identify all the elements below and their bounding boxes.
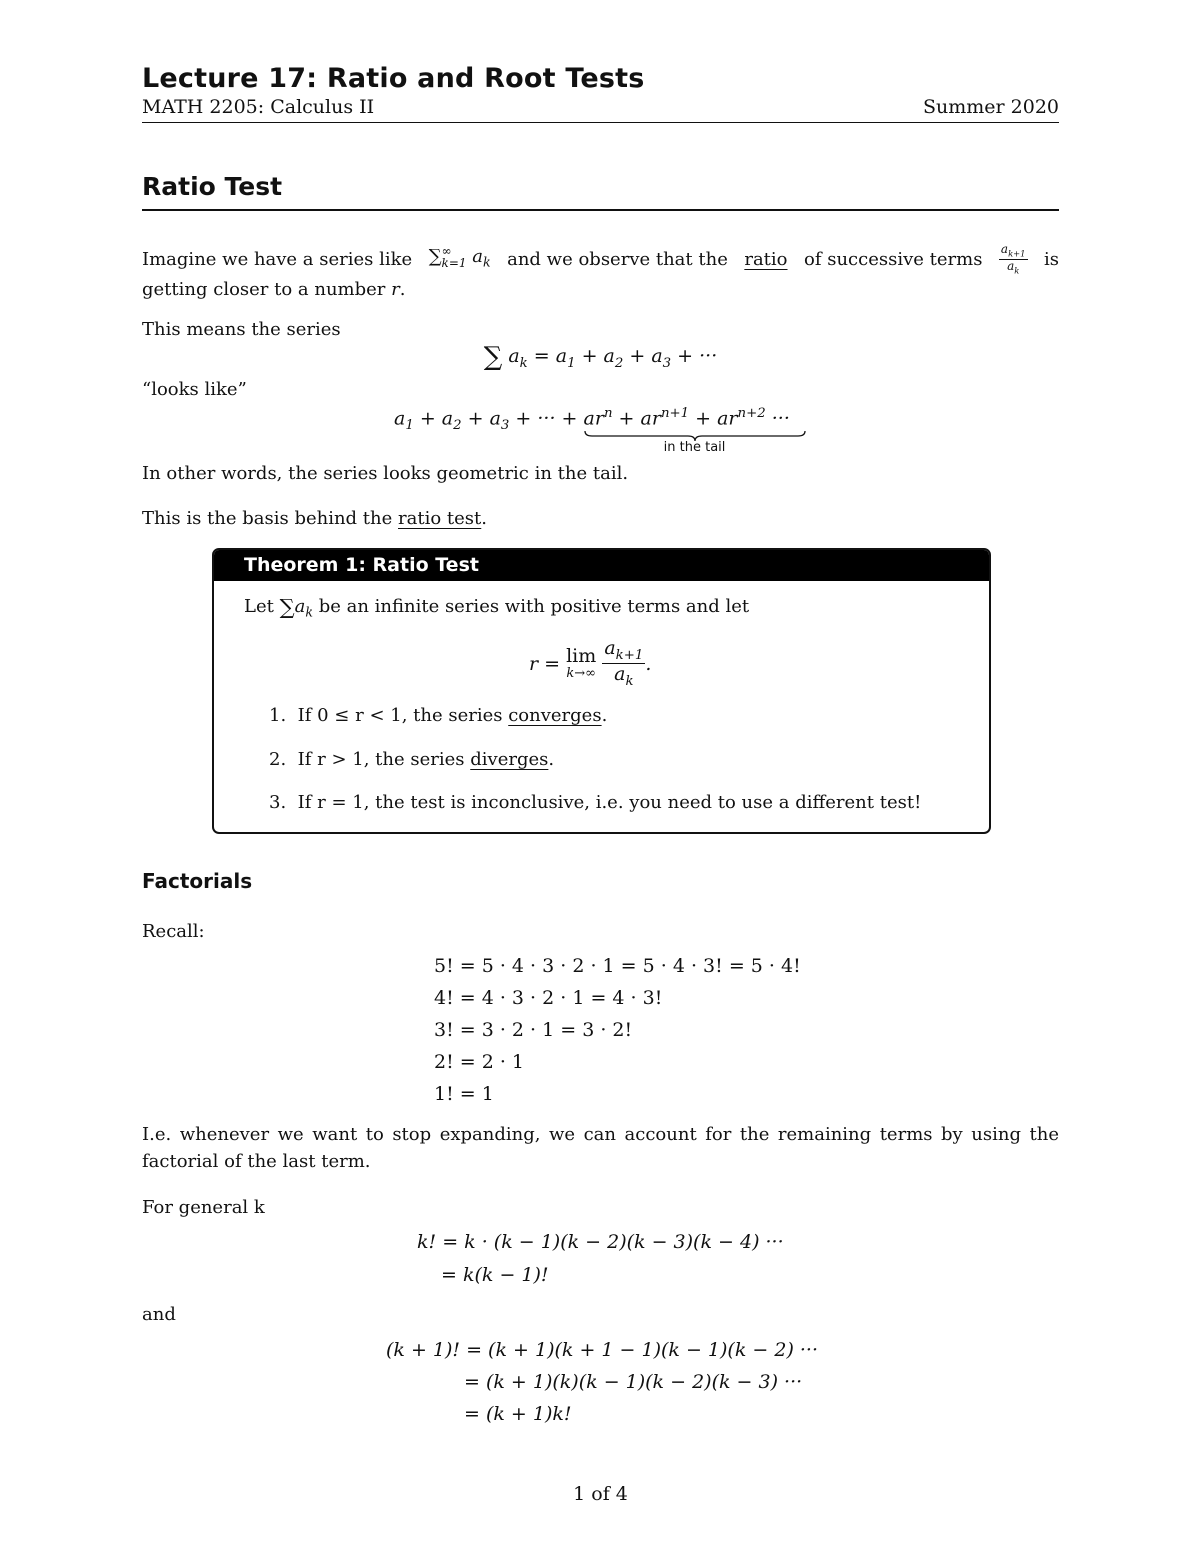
basis-period: . bbox=[481, 508, 487, 529]
intro-text-b: and we observe that the bbox=[507, 248, 728, 270]
theorem-let: Let bbox=[244, 596, 274, 617]
tail-label: in the tail bbox=[663, 440, 726, 455]
k-plus-one-equation: = (k + 1)(k)(k − 1)(k − 2)(k − 3) ··· bbox=[464, 1371, 803, 1393]
def-lhs: r = bbox=[529, 652, 561, 675]
header-divider bbox=[142, 122, 1059, 123]
theorem-box bbox=[212, 548, 991, 834]
geometric-tail-sentence: In other words, the series looks geometric in the tail. bbox=[142, 463, 629, 484]
item-period: . bbox=[548, 749, 555, 770]
intro-text-c: of successive terms bbox=[804, 248, 983, 270]
lim-label: lim bbox=[566, 645, 597, 668]
recall-label: Recall: bbox=[142, 921, 205, 942]
limit-variable: r bbox=[391, 278, 400, 300]
theorem-item-3 bbox=[269, 792, 921, 813]
expansion-note-line2: factorial of the last term. bbox=[142, 1151, 371, 1172]
theorem-item-2 bbox=[269, 749, 554, 770]
item-number: 2. bbox=[269, 749, 287, 770]
theorem-statement: Let $\sum a_k$ be an infinite series with positive terms and let bbox=[244, 595, 750, 620]
page-number: 1 of 4 bbox=[573, 1483, 628, 1505]
converges-term: converges bbox=[508, 705, 602, 726]
k-plus-one-equation: = (k + 1)k! bbox=[464, 1403, 572, 1425]
item-text: If r > 1, the series bbox=[297, 749, 465, 770]
item-text: If r = 1, the test is inconclusive, i.e. you need to use a different test! bbox=[297, 792, 922, 813]
section-title: Ratio Test bbox=[142, 172, 283, 201]
and-label: and bbox=[142, 1304, 176, 1325]
course-name: MATH 2205: Calculus II bbox=[142, 96, 375, 118]
lim-operator bbox=[566, 646, 596, 681]
intro-text-d: is bbox=[1043, 248, 1059, 270]
diverges-term: diverges bbox=[470, 749, 549, 770]
series-sentence: This means the series bbox=[142, 319, 341, 340]
lim-subscript: k→∞ bbox=[566, 666, 596, 682]
theorem-header bbox=[214, 550, 989, 581]
tail-equation: $a_1 + a_2 + a_3$ + ··· + $ar^n + ar^{n+1} + ar^{n+2}$ ··· in the tail bbox=[394, 406, 790, 433]
item-period: . bbox=[601, 705, 608, 726]
intro-text-a: Imagine we have a series like bbox=[142, 248, 413, 270]
basis-sentence bbox=[142, 505, 487, 532]
ratio-test-term: ratio test bbox=[398, 508, 482, 529]
factorial-equation: 3! = 3 · 2 · 1 = 3 · 2! bbox=[434, 1019, 633, 1041]
theorem-statement-text: be an infinite series with positive terms and let bbox=[318, 596, 750, 617]
intro-paragraph: Imagine we have a series like ∑ ∞ k=1 $a_k$ and we observe that the ratio of successive terms $\frac{a_{k+1}}{a_k}$ is getting closer to a number r. bbox=[142, 242, 1059, 300]
k-factorial-equation: k! = k · (k − 1)(k − 2)(k − 3)(k − 4) ··· bbox=[417, 1231, 784, 1253]
factorial-equation: 1! = 1 bbox=[434, 1083, 494, 1105]
general-k-label: For general k bbox=[142, 1197, 265, 1218]
term-label: Summer 2020 bbox=[922, 96, 1059, 118]
ratio-limit-definition: r = lim k→∞ $\frac{a_{k+1}}{a_k}$ . bbox=[529, 637, 652, 690]
theorem-title: Theorem 1: Ratio Test bbox=[244, 554, 479, 576]
item-number: 1. bbox=[269, 705, 287, 726]
tail-terms: $ar^n + ar^{n+1} + ar^{n+2}$ ··· in the tail bbox=[584, 406, 790, 429]
theorem-item-1 bbox=[269, 705, 607, 726]
item-number: 3. bbox=[269, 792, 287, 813]
lecture-title: Lecture 17: Ratio and Root Tests bbox=[142, 63, 645, 94]
def-fraction: $\frac{a_{k+1}}{a_k}$ bbox=[604, 637, 644, 690]
ratio-term: ratio bbox=[744, 248, 788, 270]
series-sum-inline: ∑ ∞ k=1 $a_k$ bbox=[428, 244, 491, 271]
section-divider bbox=[142, 209, 1059, 211]
ratio-fraction: $\frac{a_{k+1}}{a_k}$ bbox=[1000, 242, 1026, 276]
factorials-title: Factorials bbox=[142, 869, 253, 893]
looks-like-label: “looks like” bbox=[142, 379, 247, 400]
factorial-equation: 5! = 5 · 4 · 3 · 2 · 1 = 5 · 4 · 3! = 5 · 4! bbox=[434, 955, 801, 977]
item-text: If 0 ≤ r < 1, the series bbox=[297, 705, 503, 726]
k-factorial-equation: = k(k − 1)! bbox=[441, 1264, 549, 1286]
basis-text: This is the basis behind the bbox=[142, 508, 393, 529]
factorial-equation: 4! = 4 · 3 · 2 · 1 = 4 · 3! bbox=[434, 987, 663, 1009]
expansion-note-line1: I.e. whenever we want to stop expanding, we can account for the remaining terms by using the bbox=[142, 1124, 1059, 1145]
intro-text-e: getting closer to a number bbox=[142, 278, 386, 300]
factorial-equation: 2! = 2 · 1 bbox=[434, 1051, 525, 1073]
series-equation: ∑ $a_k = a_1 + a_2 + a_3$ + ··· bbox=[483, 342, 718, 372]
k-plus-one-equation: (k + 1)! = (k + 1)(k + 1 − 1)(k − 1)(k − 2) ··· bbox=[386, 1339, 819, 1361]
